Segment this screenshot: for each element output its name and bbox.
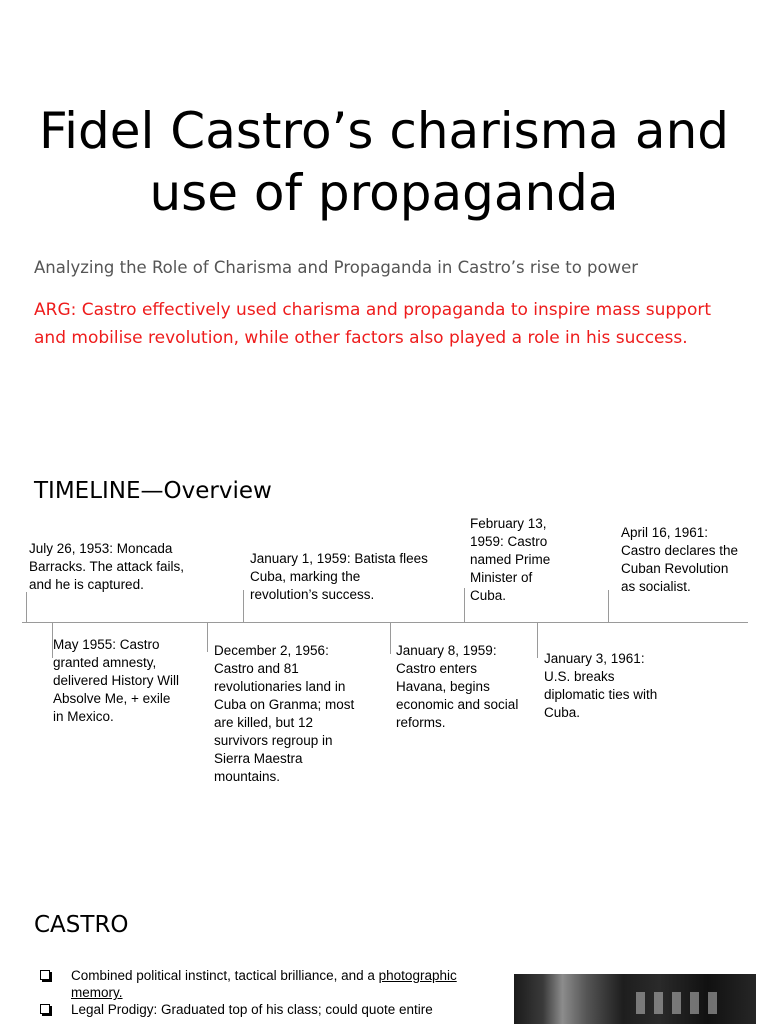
bullet-text: Combined political instinct, tactical brilliance, and a [71,968,379,983]
castro-photo [514,974,756,1024]
timeline-tick [26,592,27,622]
timeline-tick [537,622,538,658]
timeline-event: July 26, 1953: Moncada Barracks. The attack fails, and he is captured. [29,541,185,592]
timeline-tick [243,590,244,622]
title-line-1: Fidel Castro’s charisma and [38,102,729,160]
checkbox-bullet-icon [40,1004,50,1014]
title-line-2: use of propaganda [149,164,619,222]
timeline-event: January 1, 1959: Batista flees Cuba, marking the revolution’s success. [250,551,428,602]
castro-bullet-list [40,967,500,1018]
timeline-event: April 16, 1961: Castro declares the Cuban Revolution as socialist. [621,525,739,594]
timeline-axis [22,622,748,623]
list-item [40,967,500,1001]
timeline-event: May 1955: Castro granted amnesty, delivered History Will Absolve Me, + exile in Mexico. [53,637,180,724]
timeline-event: December 2, 1956: Castro and 81 revolutionaries land in Cuba on Granma; most are killed, but 12 survivors regroup in Sierra Maestra mountains. [214,643,355,784]
argument-statement: ARG: Castro effectively used charisma and propaganda to inspire mass support and mobilise revolution, while other factors also played a role in his success. [34,300,712,348]
page-title [0,100,768,224]
subtitle: Analyzing the Role of Charisma and Propaganda in Castro’s rise to power [34,258,639,277]
timeline-event: January 8, 1959: Castro enters Havana, begins economic and social reforms. [396,643,519,730]
castro-heading: CASTRO [34,912,129,938]
timeline-event: January 3, 1961: U.S. breaks diplomatic ties with Cuba. [544,651,658,720]
checkbox-bullet-icon [40,970,50,980]
bullet-underlined-text: photographic memory. [71,968,457,1000]
timeline-tick [464,588,465,622]
timeline-heading: TIMELINE—Overview [34,478,272,504]
timeline-tick [207,622,208,652]
timeline-event: February 13, 1959: Castro named Prime Minister of Cuba. [470,516,551,603]
bullet-text: Legal Prodigy: Graduated top of his class; could quote entire [71,1002,433,1017]
list-item [40,1001,500,1018]
timeline-tick [390,622,391,654]
timeline-tick [608,590,609,622]
